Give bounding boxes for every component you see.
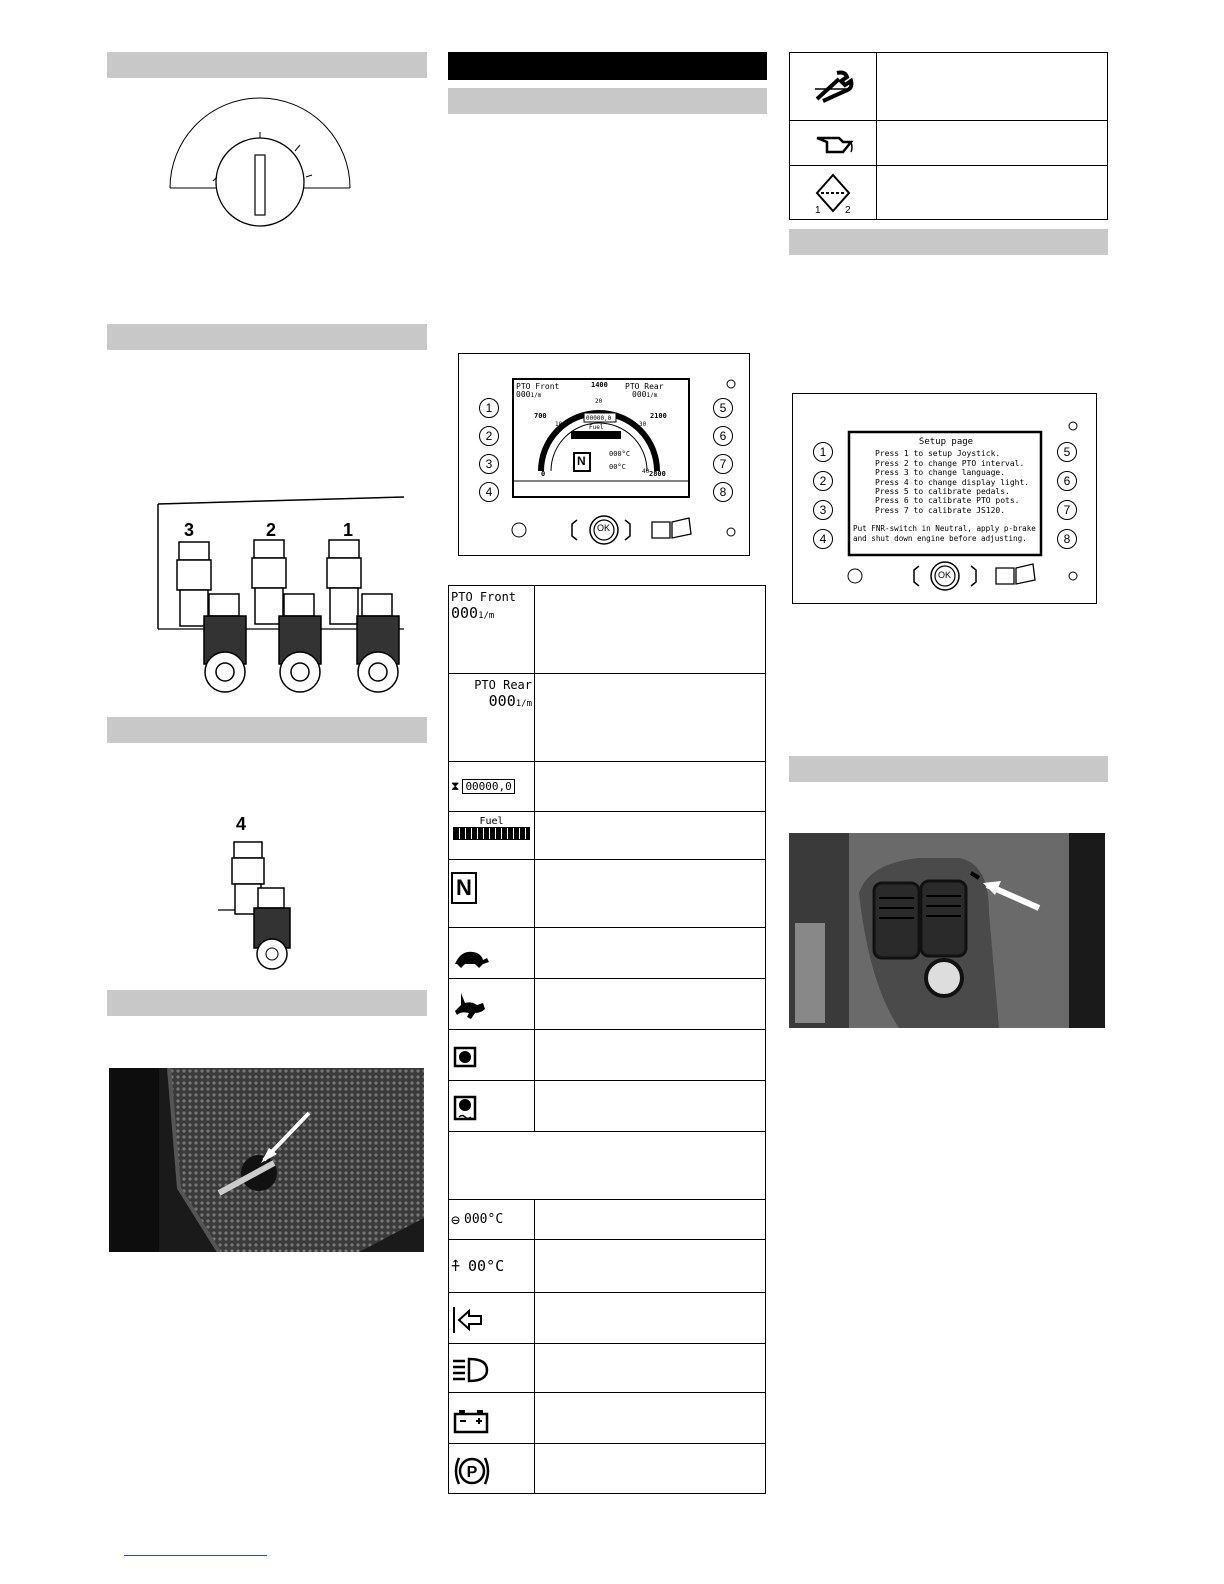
- display-button-1[interactable]: 1: [479, 398, 499, 418]
- legend-row: [449, 585, 765, 673]
- filter-warning-icon: [451, 1093, 481, 1127]
- legend-row: [449, 673, 765, 761]
- fuel-gauge-icon: [453, 827, 530, 840]
- dash-temp2: 00°C: [609, 463, 626, 471]
- dash-pto-rear: PTO Rear: [625, 382, 664, 391]
- neutral-icon: N: [451, 872, 477, 904]
- setup-warning-1: Put FNR-switch in Neutral, apply p-brake: [853, 524, 1036, 534]
- rpm-1400: 1400: [591, 381, 608, 389]
- battery-icon: [451, 1406, 491, 1436]
- display-button-2[interactable]: 2: [479, 426, 499, 446]
- pto-rear-label: PTO Rear: [474, 678, 532, 692]
- setup-title: Setup page: [918, 437, 974, 447]
- hour-counter: 00000,0: [462, 779, 514, 794]
- symbol-legend-table: [448, 585, 766, 1494]
- svg-text:1: 1: [815, 204, 821, 215]
- pto-front-value: 0001/m: [451, 604, 495, 622]
- chapter-header-bar: [448, 52, 767, 80]
- oil-can-icon: [811, 128, 855, 158]
- coupler-label-2: 2: [266, 520, 277, 540]
- single-coupler-diagram: [218, 830, 298, 970]
- section-header-bar: [789, 229, 1108, 255]
- setup-line-2: Press 2 to change PTO interval.: [875, 458, 1025, 468]
- legend-row: [449, 761, 765, 811]
- service-symbol-table: [789, 52, 1108, 220]
- rabbit-icon: [451, 989, 491, 1023]
- legend-row: [449, 1343, 765, 1392]
- setup-line-3: Press 3 to change language.: [875, 468, 1006, 478]
- legend-row: [449, 811, 765, 859]
- section-header-bar: [789, 756, 1108, 782]
- engine-temp-icon: ⊖: [451, 1210, 461, 1229]
- dash-fuel: Fuel: [589, 424, 604, 431]
- dash-pto-front: PTO Front: [516, 382, 560, 391]
- service-interval-icon: [811, 171, 855, 215]
- setup-button-3[interactable]: 3: [813, 500, 833, 520]
- section-header-bar: [107, 52, 427, 78]
- setup-button-2[interactable]: 2: [813, 471, 833, 491]
- svg-text:2: 2: [845, 204, 851, 215]
- legend-row: [449, 1131, 765, 1199]
- display-button-5[interactable]: 5: [713, 398, 733, 418]
- display-button-7[interactable]: 7: [713, 454, 733, 474]
- wrench-icon: [811, 69, 855, 105]
- setup-line-1: Press 1 to setup Joystick.: [875, 449, 1001, 459]
- coupler-label-4: 4: [236, 814, 247, 834]
- ok-button[interactable]: OK: [597, 523, 611, 533]
- section-header-bar: [107, 990, 427, 1016]
- legend-row: [449, 1239, 765, 1292]
- display-button-8[interactable]: 8: [713, 482, 733, 502]
- turtle-icon: [451, 944, 491, 974]
- dashboard-display: [458, 353, 750, 556]
- setup-button-7[interactable]: 7: [1057, 500, 1077, 520]
- parking-brake-icon: [451, 1454, 493, 1488]
- coupler-label-3: 3: [184, 520, 195, 540]
- rotary-switch-diagram: [165, 95, 355, 230]
- legend-row: [449, 978, 765, 1029]
- rpm-2800: 2800: [649, 470, 666, 478]
- legend-row: [449, 1292, 765, 1343]
- legend-row: [449, 859, 765, 927]
- setup-button-8[interactable]: 8: [1057, 529, 1077, 549]
- setup-button-6[interactable]: 6: [1057, 471, 1077, 491]
- display-button-3[interactable]: 3: [479, 454, 499, 474]
- pto-rear-value: 0001/m: [488, 692, 532, 710]
- setup-line-6: Press 6 to calibrate PTO pots.: [875, 496, 1020, 506]
- coupler-label-1: 1: [343, 520, 354, 540]
- hydraulic-temp-icon: ⍏: [451, 1257, 461, 1275]
- section-header-bar: [448, 88, 767, 114]
- dash-hours: 00000,0: [586, 415, 612, 422]
- headlight-icon: [451, 1355, 491, 1385]
- dash-pto-rear-value: 0001/m: [632, 390, 658, 399]
- pto-front-label: PTO Front: [451, 590, 517, 604]
- setup-line-7: Press 7 to calibrate JS120.: [875, 505, 1006, 515]
- speed-40: 40: [642, 468, 650, 475]
- speed-20: 20: [595, 398, 603, 405]
- rpm-0: 0: [541, 470, 546, 478]
- speed-30: 30: [639, 421, 647, 428]
- speed-10: 10: [555, 421, 563, 428]
- setup-button-5[interactable]: 5: [1057, 442, 1077, 462]
- setup-screen-content: [853, 438, 1039, 543]
- svg-text:P: P: [466, 1464, 478, 1481]
- dash-pto-front-value: 0001/m: [516, 390, 542, 399]
- legend-row: [449, 1392, 765, 1443]
- engine-temp-value: 000°C: [464, 1212, 504, 1227]
- legend-row: [449, 1443, 765, 1493]
- display-button-4[interactable]: 4: [479, 482, 499, 502]
- filter-clogged-icon: [451, 1044, 481, 1074]
- setup-button-4[interactable]: 4: [813, 529, 833, 549]
- display-button-6[interactable]: 6: [713, 426, 733, 446]
- section-header-bar: [107, 717, 427, 743]
- hydraulic-temp-value: 00°C: [468, 1257, 505, 1275]
- legend-row: [449, 1080, 765, 1131]
- dash-temp1: 000°C: [609, 450, 631, 458]
- rpm-700: 700: [534, 412, 547, 420]
- legend-row: [449, 1029, 765, 1080]
- turn-signal-icon: [451, 1305, 485, 1335]
- footer-link-underline[interactable]: [124, 1555, 267, 1556]
- joystick-photo: [789, 833, 1105, 1028]
- section-header-bar: [107, 324, 427, 350]
- rpm-2100: 2100: [650, 412, 667, 420]
- legend-row: [449, 1199, 765, 1239]
- setup-ok-button[interactable]: OK: [938, 570, 952, 580]
- coupler-top: [177, 540, 361, 626]
- setup-line-5: Press 5 to calibrate pedals.: [875, 487, 1010, 497]
- setup-button-1[interactable]: 1: [813, 442, 833, 462]
- setup-line-4: Press 4 to change display light.: [875, 477, 1030, 487]
- fuel-label: Fuel: [479, 816, 504, 827]
- dash-neutral: N: [577, 454, 586, 468]
- legend-row: [449, 927, 765, 978]
- setup-warning-2: and shut down engine before adjusting.: [853, 533, 1027, 543]
- hourglass-icon: ⧗: [451, 779, 460, 793]
- setup-display: [792, 393, 1097, 604]
- coupler-bottom: [204, 594, 399, 692]
- cab-panel-photo: [109, 1068, 424, 1252]
